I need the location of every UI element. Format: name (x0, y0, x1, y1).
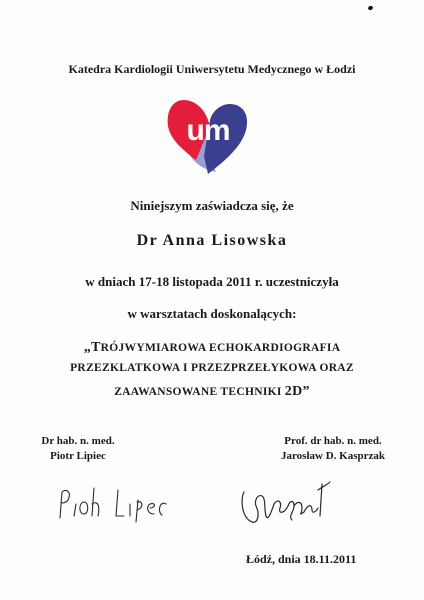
workshop-title-line-2: PRZEZKLATKOWA I PRZEZPRZEŁYKOWA ORAZ (70, 362, 354, 374)
place-and-date: Łódź, dnia 18.11.2011 (246, 552, 357, 566)
participation-dates: w dniach 17-18 listopada 2011 r. uczestniczyła (85, 274, 339, 289)
signatory-right (258, 434, 408, 464)
signature-left (46, 478, 168, 526)
signatory-left-degree: Dr hab. n. med. (41, 435, 115, 447)
recipient-name: Dr Anna Lisowska (136, 232, 288, 249)
signatory-left (18, 434, 138, 464)
intro-statement: Niniejszym zaświadcza się, że (130, 198, 294, 213)
title-line-3-text: ZAAWANSOWANE TECHNIKI (114, 386, 285, 398)
title-line-1-text: RÓJWYMIAROWA ECHOKARDIOGRAFIA (100, 342, 341, 354)
event-type: w warsztatach doskonalących: (127, 306, 297, 321)
workshop-title-line-3 (0, 384, 424, 400)
signatory-right-degree: Prof. dr hab. n. med. (284, 435, 382, 447)
signatory-right-name: Jarosław D. Kasprzak (281, 450, 385, 462)
institution-name: Katedra Kardiologii Uniwersytetu Medycznego w Łodzi (68, 62, 356, 76)
um-logo (166, 90, 250, 174)
workshop-title-line-1 (0, 340, 424, 356)
signatory-left-name: Piotr Lipiec (50, 450, 106, 462)
title-2d: 2D” (284, 384, 310, 399)
ink-dot (367, 5, 373, 11)
logo-text: um (186, 114, 230, 147)
title-initial: „T (83, 340, 101, 355)
signature-right (232, 470, 352, 530)
